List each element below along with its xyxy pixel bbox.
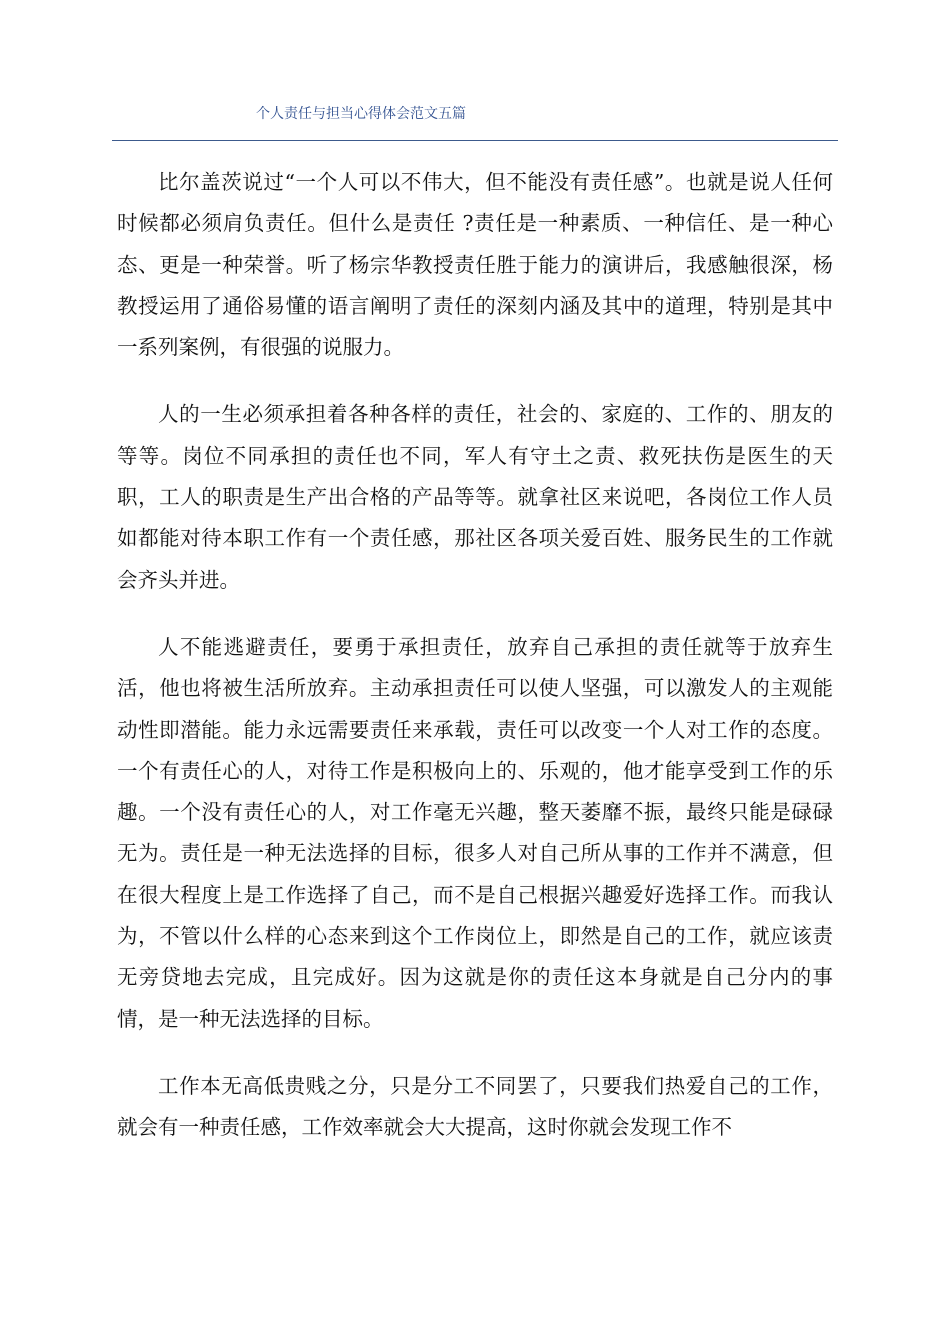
paragraph-2: 人的一生必须承担着各种各样的责任，社会的、家庭的、工作的、朋友的等等。岗位不同承担的责任也不同，军人有守土之责、救死扶伤是医生的天职，工人的职责是生产出合格的产品等等。就拿社区来说吧，各岗位工作人员如都能对待本职工作有一个责任感，那社区各项关爱百姓、服务民生的工作就会齐头并进。 <box>117 402 833 592</box>
document-title: 个人责任与担当心得体会范文五篇 <box>256 106 466 122</box>
paragraph-1: 比尔盖茨说过“一个人可以不伟大，但不能没有责任感”。也就是说人任何时候都必须肩负责任。但什么是责任 ?责任是一种素质、一种信任、是一种心态、更是一种荣誉。听了杨宗华教授责任胜于能力的演讲后，我感触很深，杨教授运用了通俗易懂的语言阐明了责任的深刻内涵及其中的道理，特别是其中一系列案例，有很强的说服力。 <box>117 170 833 360</box>
document-body <box>117 162 833 1175</box>
paragraph-4: 工作本无高低贵贱之分，只是分工不同罢了，只要我们热爱自己的工作，就会有一种责任感，工作效率就会大大提高，这时你就会发现工作不 <box>117 1073 833 1140</box>
page-header <box>112 0 838 142</box>
paragraph-3: 人不能逃避责任，要勇于承担责任，放弃自己承担的责任就等于放弃生活，他也将被生活所放弃。主动承担责任可以使人坚强，可以激发人的主观能动性即潜能。能力永远需要责任来承载，责任可以改变一个人对工作的态度。一个有责任心的人，对待工作是积极向上的、乐观的，他才能享受到工作的乐趣。一个没有责任心的人，对工作毫无兴趣，整天萎靡不振，最终只能是碌碌无为。责任是一种无法选择的目标，很多人对自己所从事的工作并不满意，但在很大程度上是工作选择了自己，而不是自己根据兴趣爱好选择工作。而我认为，不管以什么样的心态来到这个工作岗位上，即然是自己的工作，就应该责无旁贷地去完成，且完成好。因为这就是你的责任这本身就是自己分内的事情，是一种无法选择的目标。 <box>117 634 833 1031</box>
header-divider <box>112 140 838 141</box>
